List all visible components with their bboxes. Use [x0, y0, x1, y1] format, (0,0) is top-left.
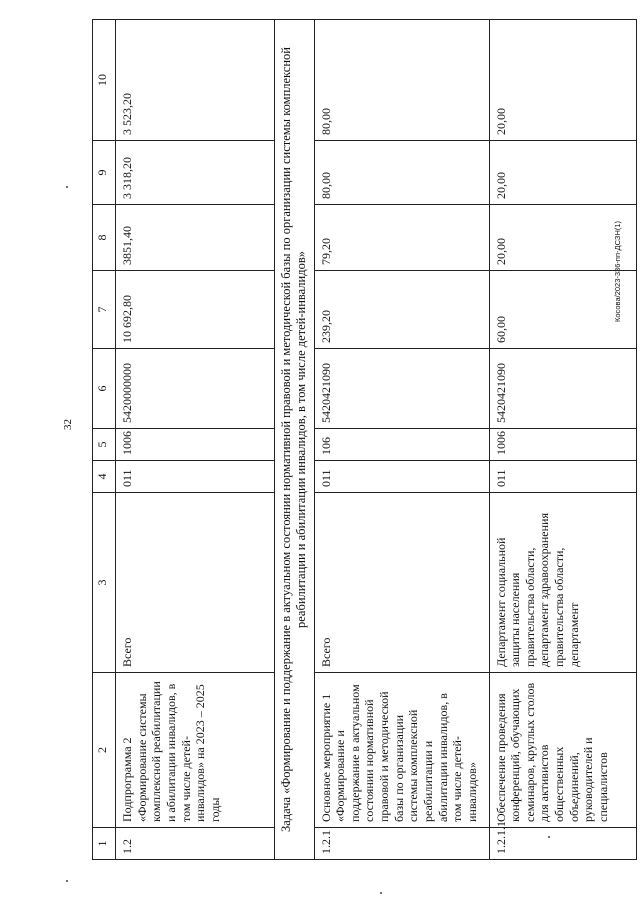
budget-table-rotated	[92, 20, 612, 860]
header-cell: 2	[93, 673, 116, 828]
amount-year-2: 3 318,20	[116, 141, 275, 205]
program-name: Подпрограмма 2 «Формирование системы комплексной реабилитации и абилитации инвалидов, в том числе детей-инвалидов» на 2023 – 2025 годы	[116, 673, 275, 828]
row-number: 1.2	[116, 828, 275, 860]
amount-year-2: 20,00	[489, 141, 636, 205]
measure-name: Основное мероприятие 1 «Формирование и поддержание в актуальном состоянии нормативной правовой и методической базы по организации системы комплексной реабилитации и абилитации инвалидов, в том числе детей-инвалидов»	[314, 673, 489, 828]
table-row	[314, 20, 489, 860]
code-grbs: 011	[489, 461, 636, 493]
table-row	[116, 20, 275, 860]
amount-year-3: 3 523,20	[116, 20, 275, 141]
code-target: 5420421090	[489, 349, 636, 429]
page-number: 32	[62, 419, 74, 430]
row-number: 1.2.1	[314, 828, 489, 860]
header-cell: 6	[93, 349, 116, 429]
table-header-row	[93, 20, 116, 860]
header-cell: 7	[93, 271, 116, 349]
task-description: Задача «Формирование и поддержание в актуальном состоянии нормативной правовой и методической базы по организации системы комплексной реабилитации и абилитации инвалидов, в том числе детей-инвалидов»	[275, 20, 315, 860]
executor: Всего	[116, 493, 275, 673]
header-cell: 1	[93, 828, 116, 860]
amount-year-2: 80,00	[314, 141, 489, 205]
code-section: 106	[314, 429, 489, 461]
amount-year-1: 3851,40	[116, 205, 275, 271]
budget-table	[92, 19, 637, 860]
activity-name: Обеспечение проведения конференций, обучающих семинаров, круглых столов для активистов общественных объединений, руководителей и специалистов	[489, 673, 636, 828]
code-target: 5420421090	[314, 349, 489, 429]
header-cell: 8	[93, 205, 116, 271]
scan-speck	[66, 880, 68, 882]
header-cell: 4	[93, 461, 116, 493]
row-number: 1.2.1.1	[489, 828, 636, 860]
scan-speck	[548, 836, 550, 838]
amount-total: 10 692,80	[116, 271, 275, 349]
header-cell: 3	[93, 493, 116, 673]
document-code: Косова/2023-336-пп-ДСЗН(1)	[613, 220, 622, 322]
amount-year-3: 80,00	[314, 20, 489, 141]
header-cell: 9	[93, 141, 116, 205]
scan-speck	[380, 892, 382, 894]
code-target: 5420000000	[116, 349, 275, 429]
amount-year-1: 79,20	[314, 205, 489, 271]
scan-speck	[66, 186, 68, 188]
amount-total: 60,00	[489, 271, 636, 349]
header-cell: 5	[93, 429, 116, 461]
amount-total: 239,20	[314, 271, 489, 349]
executor: Всего	[314, 493, 489, 673]
code-grbs: 011	[314, 461, 489, 493]
executor: Департамент социальной защиты населения правительства области, департамент здравоохранения правительства области, департамент	[489, 493, 636, 673]
amount-year-3: 20,00	[489, 20, 636, 141]
table-row	[489, 20, 636, 860]
code-section: 1006	[116, 429, 275, 461]
task-row	[275, 20, 315, 860]
code-grbs: 011	[116, 461, 275, 493]
amount-year-1: 20,00	[489, 205, 636, 271]
code-section: 1006	[489, 429, 636, 461]
header-cell: 10	[93, 20, 116, 141]
